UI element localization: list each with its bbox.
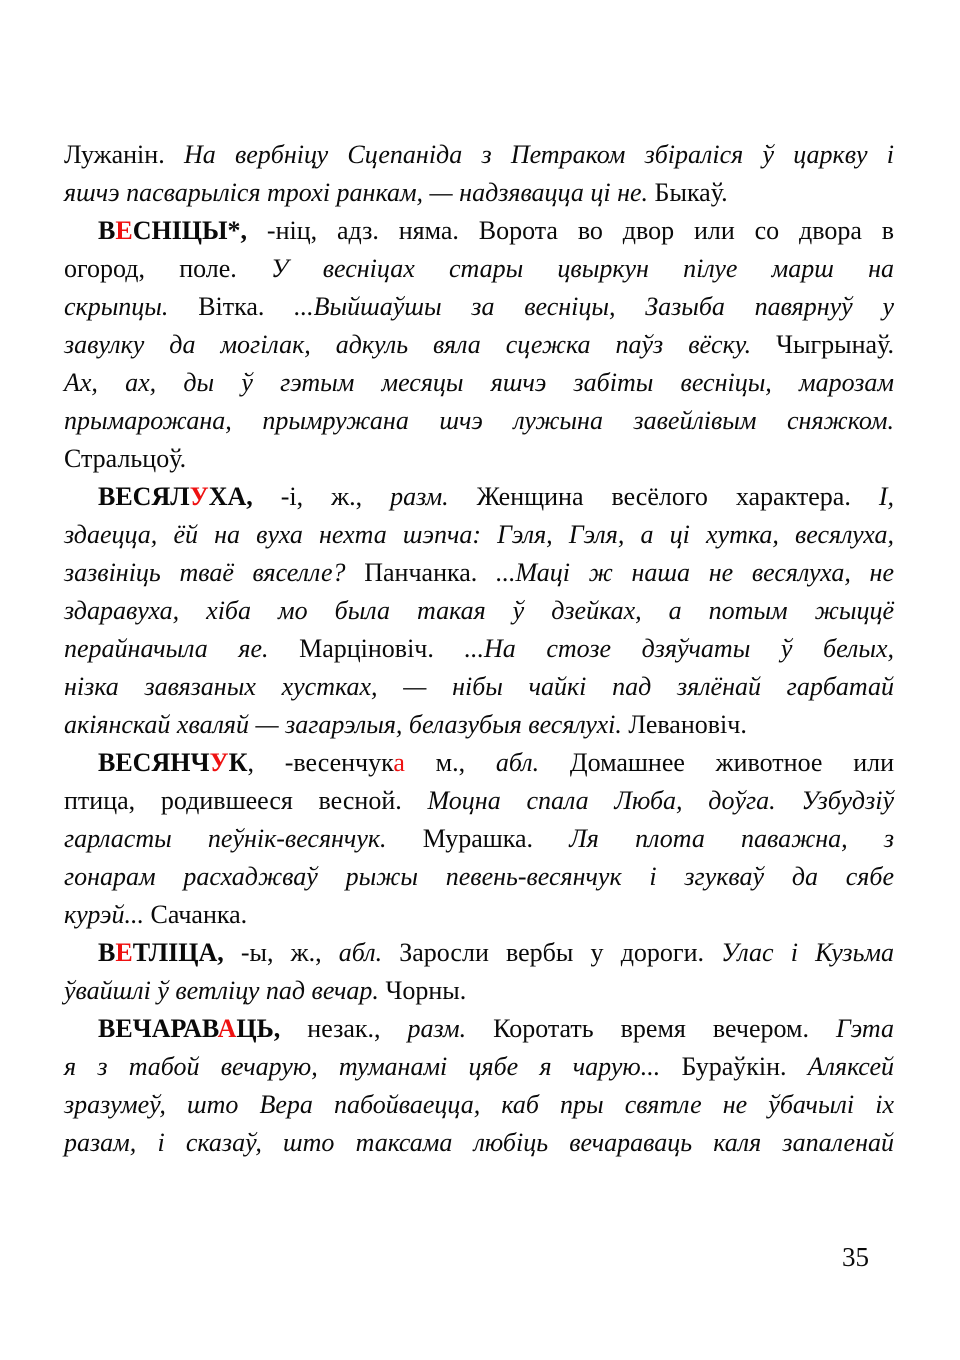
stress-letter: Е bbox=[115, 938, 133, 967]
text-line bbox=[64, 1048, 894, 1086]
text-line bbox=[64, 402, 894, 440]
text-line bbox=[64, 326, 894, 364]
stress-letter: А bbox=[217, 1014, 237, 1043]
text-segment: У весніцах стары цвыркун пілуе марш на bbox=[271, 254, 894, 283]
text-segment: Сачанка. bbox=[150, 900, 248, 929]
text-segment: К bbox=[228, 748, 248, 777]
text-segment: Бураўкін. bbox=[681, 1052, 808, 1081]
text-segment: завулку да могілак, адкуль вяла сцежка паўз вёску. bbox=[64, 330, 777, 359]
entry-continuation-luzhanin bbox=[64, 136, 894, 212]
page-number: 35 bbox=[842, 1242, 869, 1272]
text-segment: акіянскай хваляй — загарэлыя, белазубыя весялухі. bbox=[64, 710, 629, 739]
text-line bbox=[64, 440, 894, 478]
text-segment: Домашнее животное или bbox=[569, 748, 894, 777]
text-segment: гарласты пеўнік-весянчук. bbox=[64, 824, 423, 853]
text-line bbox=[64, 1086, 894, 1124]
text-segment: гонарам расхаджваў рыжы певень-весянчук і згукваў да сябе bbox=[64, 862, 894, 891]
text-segment: Панчанка. bbox=[364, 558, 496, 587]
text-segment: ...Маці ж наша не весялуха, не bbox=[495, 558, 894, 587]
text-line bbox=[64, 478, 894, 516]
text-segment: Аляксей bbox=[807, 1052, 895, 1081]
text-line bbox=[64, 288, 894, 326]
text-line bbox=[64, 592, 894, 630]
stress-letter: а bbox=[393, 748, 405, 777]
text-line bbox=[64, 934, 894, 972]
text-line bbox=[64, 364, 894, 402]
text-segment: -ніц, адз. няма. Ворота во двор или со двора в bbox=[266, 216, 894, 245]
text-segment: ЦЬ, bbox=[236, 1014, 308, 1043]
text-segment: незак., bbox=[307, 1014, 408, 1043]
text-segment: ...Выйшаўшы за весніцы, Зазыба павярнуў у bbox=[294, 292, 894, 321]
text-segment: ВЕЧАРАВ bbox=[98, 1014, 218, 1043]
text-segment: Ля плота паважна, з bbox=[569, 824, 894, 853]
text-segment: Стральцоў. bbox=[64, 444, 187, 473]
text-segment: На вербніцу Сцепаніда з Петраком збіраліся ў царкву і bbox=[183, 140, 894, 169]
entry-vetlica bbox=[64, 934, 894, 1010]
stress-letter: У bbox=[189, 482, 209, 511]
text-line bbox=[64, 174, 894, 212]
text-line bbox=[64, 820, 894, 858]
text-line bbox=[64, 972, 894, 1010]
text-line bbox=[64, 212, 894, 250]
text-segment: Мурашка. bbox=[422, 824, 570, 853]
text-segment: Улас і Кузьма bbox=[721, 938, 894, 967]
text-segment: зразумеў, што Вера пабойваецца, каб пры святле не ўбачылі іх bbox=[64, 1090, 894, 1119]
text-segment: В bbox=[98, 938, 116, 967]
text-segment: ...На стозе дзяўчаты ў белых, bbox=[464, 634, 895, 663]
text-segment: разм. bbox=[390, 482, 477, 511]
text-segment: Чорны. bbox=[385, 976, 467, 1005]
text-segment: -ы, ж., bbox=[240, 938, 339, 967]
text-line bbox=[64, 1124, 894, 1162]
entry-vesyanchuk bbox=[64, 744, 894, 934]
text-segment: м., bbox=[404, 748, 496, 777]
text-segment: ХА, bbox=[208, 482, 281, 511]
text-segment: СНІЦЫ*, bbox=[132, 216, 267, 245]
text-segment: ТЛІЦА, bbox=[132, 938, 241, 967]
text-segment: абл. bbox=[338, 938, 400, 967]
text-segment: здаравуха, хіба мо была такая ў дзейках, а потым жыццё bbox=[64, 596, 894, 625]
text-line bbox=[64, 630, 894, 668]
text-segment: Моцна спала Люба, доўга. Узбудзіў bbox=[427, 786, 894, 815]
text-segment: Женщина весёлого характера. bbox=[476, 482, 879, 511]
text-segment: Гэта bbox=[835, 1014, 894, 1043]
text-segment: разам, і сказаў, што таксама любіць вечараваць каля запаленай bbox=[64, 1128, 894, 1157]
text-segment: Заросли вербы у дороги. bbox=[399, 938, 722, 967]
entry-vesnicy bbox=[64, 212, 894, 478]
text-segment: я з табой вечарую, туманамі цябе я чарую... bbox=[64, 1052, 682, 1081]
text-segment: Лужанін. bbox=[64, 140, 184, 169]
text-segment: В bbox=[98, 216, 116, 245]
text-segment: ВЕСЯЛ bbox=[98, 482, 190, 511]
text-line bbox=[64, 554, 894, 592]
text-segment: Ах, ах, ды ў гэтым месяцы яшчэ забіты весніцы, марозам bbox=[64, 368, 894, 397]
text-segment: прымарожана, прымружана шчэ лужына завейлівым сняжком. bbox=[64, 406, 894, 435]
text-segment: разм. bbox=[407, 1014, 494, 1043]
text-line bbox=[64, 136, 894, 174]
text-segment: Коротать время вечером. bbox=[493, 1014, 836, 1043]
text-segment: зазвініць тваё вяселле? bbox=[64, 558, 365, 587]
text-line bbox=[64, 250, 894, 288]
text-segment: Быкаў. bbox=[654, 178, 728, 207]
text-line bbox=[64, 1010, 894, 1048]
text-line bbox=[64, 706, 894, 744]
text-segment: нізка завязаных хустках, — нібы чайкі пад зялёнай гарбатай bbox=[64, 672, 894, 701]
text-segment: ВЕСЯНЧ bbox=[98, 748, 210, 777]
entry-vesyaluha bbox=[64, 478, 894, 744]
text-segment: огород, поле. bbox=[64, 254, 272, 283]
text-segment: Вітка. bbox=[198, 292, 295, 321]
text-segment: курэй... bbox=[64, 900, 151, 929]
text-segment: перайначыла яе. bbox=[64, 634, 300, 663]
entry-vecharavac bbox=[64, 1010, 894, 1162]
text-segment: птица, родившееся весной. bbox=[64, 786, 428, 815]
stress-letter: Е bbox=[115, 216, 133, 245]
text-line bbox=[64, 668, 894, 706]
stress-letter: У bbox=[209, 748, 229, 777]
text-block bbox=[64, 136, 894, 1162]
text-line bbox=[64, 896, 894, 934]
text-segment: ўвайшлі ў ветліцу пад вечар. bbox=[64, 976, 386, 1005]
text-segment: яшчэ пасварыліся трохі ранкам, — надзявацца ці не. bbox=[64, 178, 655, 207]
text-segment: Марціновіч. bbox=[299, 634, 465, 663]
text-segment: , -весенчук bbox=[247, 748, 394, 777]
text-segment: І, bbox=[878, 482, 894, 511]
text-line bbox=[64, 782, 894, 820]
text-segment: абл. bbox=[495, 748, 570, 777]
text-line bbox=[64, 744, 894, 782]
text-segment: -і, ж., bbox=[280, 482, 391, 511]
text-segment: скрыпцы. bbox=[64, 292, 199, 321]
text-segment: Чыгрынаў. bbox=[776, 330, 894, 359]
text-line bbox=[64, 858, 894, 896]
text-line bbox=[64, 516, 894, 554]
text-segment: здаецца, ёй на вуха нехта шэпча: Гэля, Гэля, а ці хутка, весялуха, bbox=[64, 520, 894, 549]
text-segment: Левановіч. bbox=[628, 710, 747, 739]
